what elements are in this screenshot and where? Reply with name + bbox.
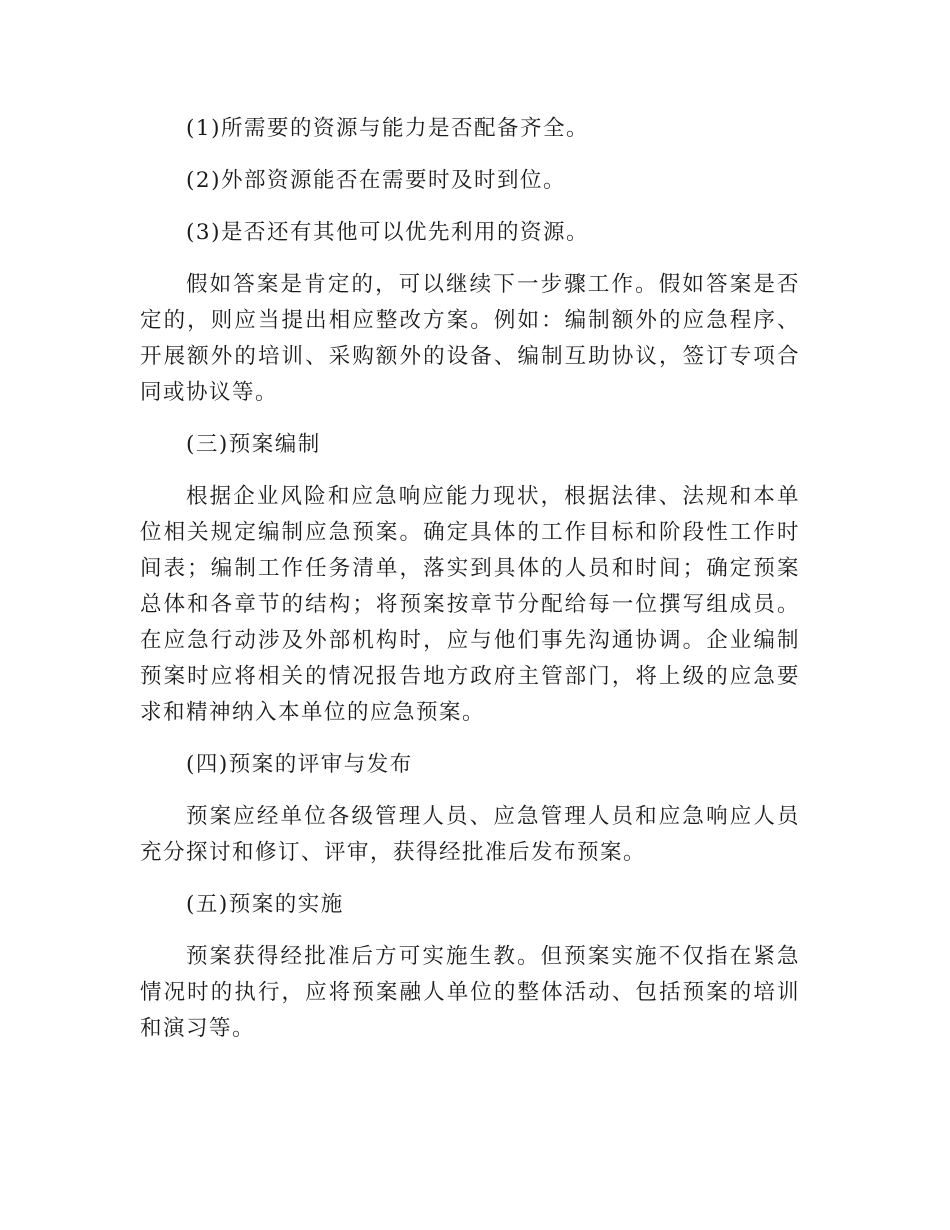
section-heading-plan-drafting: (三)预案编制 (186, 432, 321, 457)
document-body (140, 111, 800, 1063)
resource-check-item-1: (1)所需要的资源与能力是否配备齐全。 (186, 116, 589, 141)
plan-drafting-paragraph: 根据企业风险和应急响应能力现状，根据法律、法规和本单位相关规定编制应急预案。确定具体的工作目标和阶段性工作时间表；编制工作任务清单，落实到具体的人员和时间；确定预案总体和各章节的结构；将预案按章节分配给每一位撰写组成员。在应急行动涉及外部机构时，应与他们事先沟通协调。企业编制预案时应将相关的情况报告地方政府主管部门，将上级的应急要求和精神纳入本单位的应急预案。 (140, 484, 800, 725)
review-release-paragraph: 预案应经单位各级管理人员、应急管理人员和应急响应人员充分探讨和修订、评审，获得经批准后发布预案。 (140, 804, 800, 865)
section-heading-implementation: (五)预案的实施 (186, 892, 344, 917)
resource-check-item-2: (2)外部资源能否在需要时及时到位。 (186, 168, 566, 193)
implementation-paragraph: 预案获得经批准后方可实施生教。但预案实施不仅指在紧急情况时的执行，应将预案融人单位的整体活动、包括预案的培训和演习等。 (140, 944, 800, 1041)
section-heading-review-release: (四)预案的评审与发布 (186, 752, 413, 777)
answer-paragraph: 假如答案是肯定的，可以继续下一步骤工作。假如答案是否定的，则应当提出相应整改方案。例如：编制额外的应急程序、开展额外的培训、采购额外的设备、编制互助协议，签订专项合同或协议等。 (140, 272, 800, 405)
resource-check-item-3: (3)是否还有其他可以优先利用的资源。 (186, 220, 589, 245)
